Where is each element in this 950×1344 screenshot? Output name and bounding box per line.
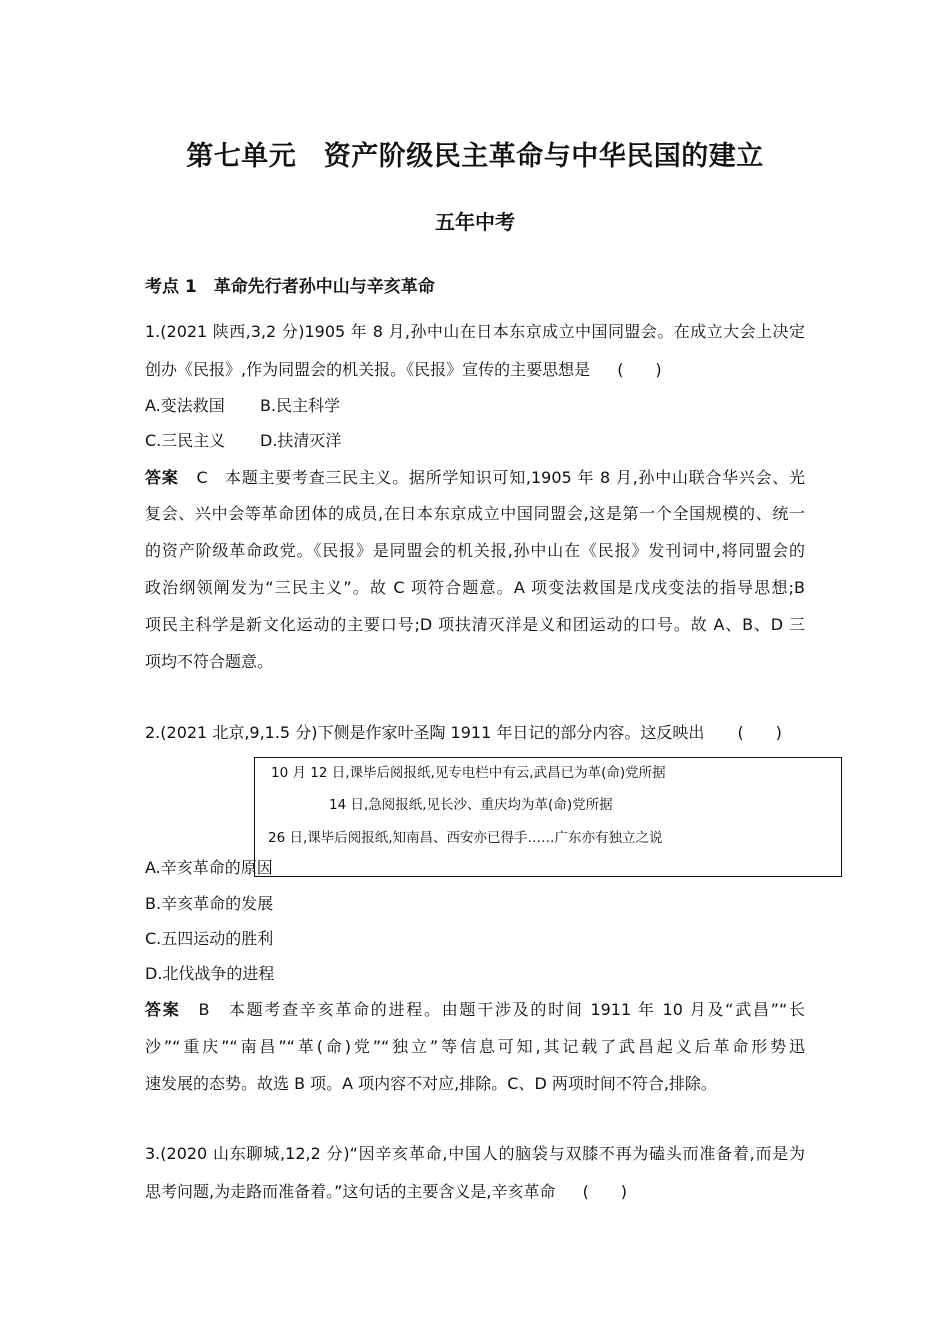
q1-answer-line-6: 项均不符合题意。 [145, 652, 274, 671]
q3-stem-line-2 [145, 1180, 627, 1204]
q1-answer-text: C 本题主要考查三民主义。据所学知识可知,1905 年 8 月,孙中山联合华兴会、光 [196, 468, 805, 487]
q1-answer-line-5: 项民主科学是新文化运动的主要口号;D 项扶清灭洋是义和团运动的口号。故 A、B、D 三 [145, 615, 805, 634]
q2-option-a: A.辛亥革命的原因 [145, 858, 273, 877]
q2-stem-text: 2.(2021 北京,9,1.5 分)下侧是作家叶圣陶 1911 年日记的部分内容。这反映出 [145, 723, 705, 742]
q1-stem-line-2 [145, 358, 662, 382]
q2-option-d: D.北伐战争的进程 [145, 964, 275, 983]
q1-answer-paren: ( ) [617, 360, 662, 379]
q2-answer-label: 答案 [145, 1000, 181, 1019]
q3-answer-paren: ( ) [582, 1182, 628, 1201]
q2-answer-line-3: 速发展的态势。故选 B 项。A 项内容不对应,排除。C、D 两项时间不符合,排除。 [145, 1074, 717, 1093]
q1-options-row-2 [145, 429, 341, 453]
q1-answer-line-3: 的资产阶级革命政党。《民报》是同盟会的机关报,孙中山在《民报》发刊词中,将同盟会的 [145, 541, 805, 560]
q1-answer-line-1 [145, 466, 805, 490]
q2-answer-line-1 [145, 998, 805, 1022]
q2-answer-line-2: 沙”“重庆”“南昌”“革(命)党”“独立”等信息可知,其记载了武昌起义后革命形势迅 [145, 1037, 805, 1056]
q3-stem-line-1: 3.(2020 山东聊城,12,2 分)“因辛亥革命,中国人的脑袋与双膝不再为磕头而准备着,而是为 [145, 1144, 805, 1163]
q1-stem-text: 创办《民报》,作为同盟会的机关报。《民报》宣传的主要思想是 [145, 360, 591, 379]
q1-option-d: D.扶清灭洋 [260, 431, 342, 450]
q2-option-c: C.五四运动的胜利 [145, 929, 274, 948]
diary-entry-1: 10 月 12 日,课毕后阅报纸,见专电栏中有云,武昌已为革(命)党所据 [271, 765, 666, 781]
q1-stem-line-1: 1.(2021 陕西,3,2 分)1905 年 8 月,孙中山在日本东京成立中国同盟会。在成立大会上决定 [145, 322, 805, 341]
diary-entry-2: 14 日,急阅报纸,见长沙、重庆均为革(命)党所据 [329, 797, 613, 813]
diary-excerpt-box [254, 757, 842, 877]
q1-answer-label: 答案 [145, 468, 179, 487]
q2-answer-text: B 本题考查辛亥革命的进程。由题干涉及的时间 1911 年 10 月及“武昌”“长 [198, 1000, 805, 1019]
page-title: 第七单元 资产阶级民主革命与中华民国的建立 [186, 141, 764, 172]
q1-option-b: B.民主科学 [260, 396, 341, 415]
q3-stem-text: 思考问题,为走路而准备着。”这句话的主要含义是,辛亥革命 [145, 1182, 556, 1201]
page-subtitle: 五年中考 [435, 210, 515, 234]
q1-answer-line-2: 复会、兴中会等革命团体的成员,在日本东京成立中国同盟会,这是第一个全国规模的、统一 [145, 504, 805, 523]
q1-option-c: C.三民主义 [145, 431, 226, 450]
diary-entry-3: 26 日,课毕后阅报纸,知南昌、西安亦已得手……广东亦有独立之说 [268, 830, 663, 846]
q2-option-b: B.辛亥革命的发展 [145, 894, 274, 913]
q2-stem-line-1 [145, 721, 782, 745]
q1-options-row-1 [145, 394, 340, 418]
q2-answer-paren: ( ) [737, 723, 782, 742]
q1-answer-line-4: 政治纲领阐发为“三民主义”。故 C 项符合题意。A 项变法救国是戊戌变法的指导思想;B [145, 578, 805, 597]
section-heading: 考点 1 革命先行者孙中山与辛亥革命 [145, 277, 435, 297]
q1-option-a: A.变法救国 [145, 396, 225, 415]
